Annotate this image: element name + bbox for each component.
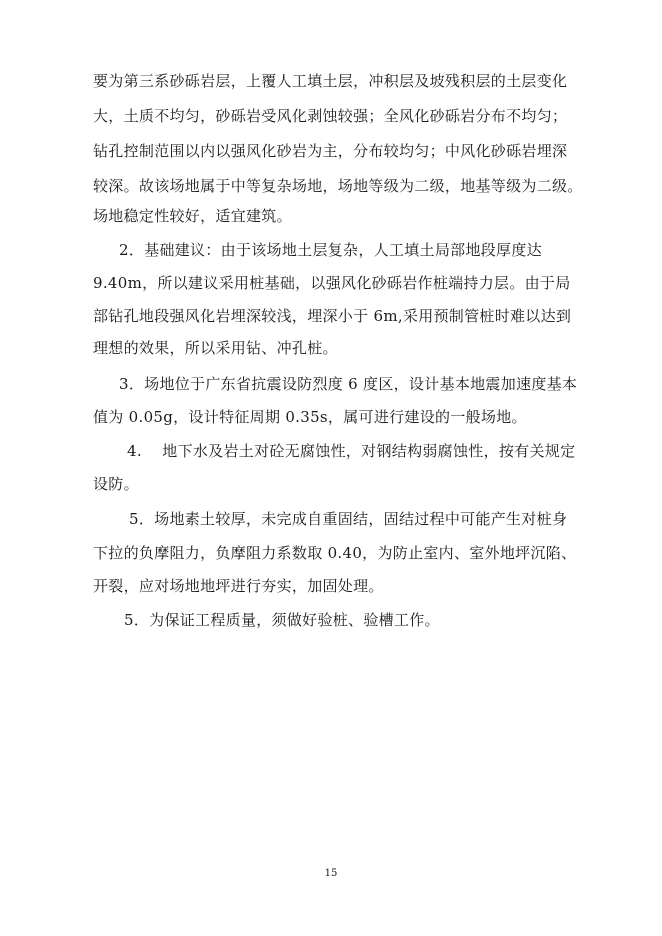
- body-line: 值为 0.05g，设计特征周期 0.35s，属可进行建设的一般场地。: [93, 408, 527, 426]
- body-line: 2．基础建议：由于该场地土层复杂，人工填土局部地段厚度达: [119, 241, 542, 259]
- body-line: 钻孔控制范围以内以强风化砂岩为主，分布较均匀；中风化砂砾岩埋深: [93, 142, 568, 160]
- body-line: 较深。故该场地属于中等复杂场地，场地等级为二级，地基等级为二级。: [93, 177, 583, 195]
- body-line: 开裂，应对场地地坪进行夯实，加固处理。: [93, 577, 384, 595]
- body-line: 理想的效果，所以采用钻、冲孔桩。: [93, 339, 338, 357]
- body-line: 4. 地下水及岩土对砼无腐蚀性，对钢结构弱腐蚀性，按有关规定: [127, 442, 576, 460]
- body-line: 9.40m，所以建议采用桩基础，以强风化砂砾岩作桩端持力层。由于局: [93, 274, 571, 292]
- body-line: 要为第三系砂砾岩层，上覆人工填土层，冲积层及坡残积层的土层变化: [93, 72, 568, 90]
- page-number: 15: [324, 868, 338, 879]
- body-line: 部钻孔地段强风化岩埋深较浅，埋深小于 6m,采用预制管桩时难以达到: [93, 307, 572, 325]
- body-line: 设防。: [93, 475, 139, 493]
- body-line: 3．场地位于广东省抗震设防烈度 6 度区，设计基本地震加速度基本: [119, 375, 578, 393]
- body-line: 下拉的负摩阻力，负摩阻力系数取 0.40，为防止室内、室外地坪沉陷、: [93, 544, 577, 562]
- body-line: 场地稳定性较好，适宜建筑。: [93, 207, 292, 225]
- body-line: 大，土质不均匀，砂砾岩受风化剥蚀较强；全风化砂砾岩分布不均匀；: [93, 107, 568, 125]
- body-line: 5．场地素土较厚，未完成自重固结，固结过程中可能产生对桩身: [129, 510, 568, 528]
- body-line: 5．为保证工程质量，须做好验桩、验槽工作。: [124, 611, 440, 629]
